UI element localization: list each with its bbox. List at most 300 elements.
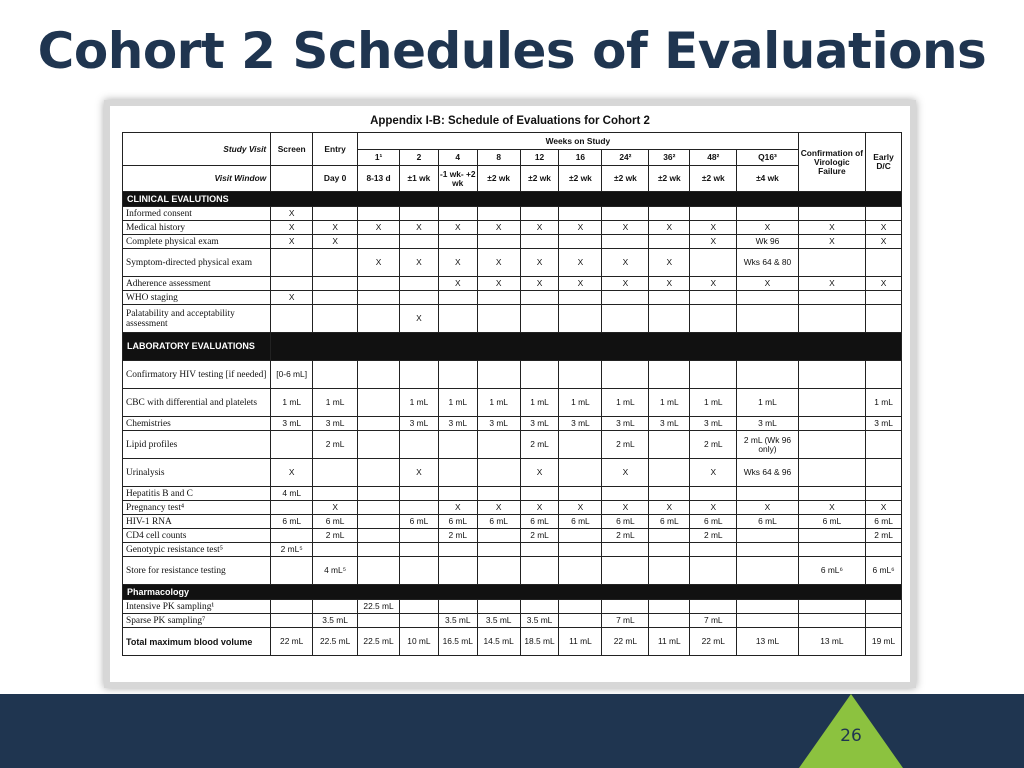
- table-cell: X: [400, 305, 439, 333]
- table-cell: [798, 459, 865, 487]
- table-cell: 1 mL: [866, 389, 902, 417]
- table-cell: X: [520, 459, 559, 487]
- table-cell: [649, 614, 690, 628]
- table-cell: [358, 501, 400, 515]
- row-label: WHO staging: [123, 291, 271, 305]
- table-cell: 2 mL: [520, 431, 559, 459]
- table-cell: [438, 487, 477, 501]
- table-cell: [400, 207, 439, 221]
- table-cell: 4 mL⁵: [313, 557, 358, 585]
- table-cell: [438, 207, 477, 221]
- table-cell: Wk 96: [737, 235, 798, 249]
- table-cell: X: [438, 221, 477, 235]
- table-cell: [358, 487, 400, 501]
- table-cell: 6 mL: [477, 515, 520, 529]
- table-cell: [0-6 mL]: [271, 361, 313, 389]
- table-cell: X: [520, 277, 559, 291]
- table-cell: [559, 557, 602, 585]
- appendix-title: Appendix I-B: Schedule of Evaluations for Cohort 2: [370, 115, 650, 127]
- table-cell: [313, 487, 358, 501]
- table-cell: [559, 305, 602, 333]
- table-row: [123, 235, 902, 249]
- table-cell: [602, 305, 649, 333]
- table-cell: X: [690, 235, 737, 249]
- table-cell: [866, 305, 902, 333]
- table-row: [123, 501, 902, 515]
- row-label: Pregnancy test⁴: [123, 501, 271, 515]
- table-cell: [866, 361, 902, 389]
- table-row: [123, 543, 902, 557]
- table-cell: X: [690, 501, 737, 515]
- table-cell: [737, 305, 798, 333]
- table-row: [123, 291, 902, 305]
- table-cell: X: [313, 235, 358, 249]
- table-cell: [737, 361, 798, 389]
- table-cell: 3 mL: [313, 417, 358, 431]
- table-cell: [477, 487, 520, 501]
- row-label: Intensive PK sampling¹: [123, 600, 271, 614]
- row-label: Hepatitis B and C: [123, 487, 271, 501]
- table-cell: [271, 305, 313, 333]
- row-label: Genotypic resistance test⁵: [123, 543, 271, 557]
- table-cell: [737, 600, 798, 614]
- row-label: Adherence assessment: [123, 277, 271, 291]
- table-cell: [477, 305, 520, 333]
- table-cell: [690, 361, 737, 389]
- table-cell: [400, 431, 439, 459]
- table-cell: 6 mL: [866, 515, 902, 529]
- total-label: Total maximum blood volume: [123, 628, 271, 656]
- table-cell: 3 mL: [866, 417, 902, 431]
- table-cell: [438, 600, 477, 614]
- table-cell: X: [559, 277, 602, 291]
- table-cell: Wks 64 & 80: [737, 249, 798, 277]
- table-cell: [690, 249, 737, 277]
- table-cell: 2 mL: [690, 529, 737, 543]
- table-cell: [271, 614, 313, 628]
- table-cell: [559, 543, 602, 557]
- table-cell: Wks 64 & 96: [737, 459, 798, 487]
- table-cell: X: [798, 277, 865, 291]
- table-cell: [358, 389, 400, 417]
- table-cell: [358, 614, 400, 628]
- table-cell: X: [477, 249, 520, 277]
- table-cell: [690, 305, 737, 333]
- section-row: [123, 585, 902, 600]
- table-cell: [649, 305, 690, 333]
- table-cell: 3 mL: [438, 417, 477, 431]
- table-cell: [690, 291, 737, 305]
- schedule-table: [122, 132, 902, 656]
- entry-header: Entry: [313, 133, 358, 166]
- table-cell: 2 mL: [866, 529, 902, 543]
- table-cell: [649, 235, 690, 249]
- total-cell: 11 mL: [559, 628, 602, 656]
- table-cell: [520, 305, 559, 333]
- section-title: Pharmacology: [123, 585, 902, 600]
- table-cell: [559, 459, 602, 487]
- table-cell: [400, 361, 439, 389]
- visit-window-cell: ±2 wk: [477, 166, 520, 192]
- visit-window-cell: ±2 wk: [520, 166, 559, 192]
- table-cell: [559, 361, 602, 389]
- table-cell: [798, 249, 865, 277]
- table-cell: [559, 207, 602, 221]
- table-cell: [559, 431, 602, 459]
- table-cell: [737, 543, 798, 557]
- total-cell: 14.5 mL: [477, 628, 520, 656]
- row-label: Sparse PK sampling⁷: [123, 614, 271, 628]
- table-cell: [400, 291, 439, 305]
- row-label: Symptom-directed physical exam: [123, 249, 271, 277]
- table-cell: [798, 543, 865, 557]
- table-cell: [438, 543, 477, 557]
- table-cell: [649, 600, 690, 614]
- total-cell: 11 mL: [649, 628, 690, 656]
- table-cell: 2 mL: [313, 529, 358, 543]
- table-cell: X: [520, 501, 559, 515]
- total-cell: 22 mL: [271, 628, 313, 656]
- table-cell: [798, 305, 865, 333]
- row-label: Confirmatory HIV testing [if needed]: [123, 361, 271, 389]
- table-cell: 3.5 mL: [520, 614, 559, 628]
- table-cell: [477, 543, 520, 557]
- visit-window-cell: -1 wk- +2 wk: [438, 166, 477, 192]
- table-cell: [559, 614, 602, 628]
- table-cell: 6 mL: [649, 515, 690, 529]
- table-cell: X: [358, 221, 400, 235]
- table-cell: [559, 529, 602, 543]
- row-label: Store for resistance testing: [123, 557, 271, 585]
- table-cell: [866, 487, 902, 501]
- table-cell: X: [438, 501, 477, 515]
- row-label: Chemistries: [123, 417, 271, 431]
- table-cell: [438, 235, 477, 249]
- table-cell: [798, 389, 865, 417]
- table-cell: X: [602, 501, 649, 515]
- table-cell: [400, 235, 439, 249]
- table-cell: [866, 600, 902, 614]
- week-header: 12: [520, 150, 559, 166]
- table-cell: X: [271, 291, 313, 305]
- table-cell: X: [520, 221, 559, 235]
- table-cell: 1 mL: [737, 389, 798, 417]
- table-cell: [477, 361, 520, 389]
- table-row: [123, 277, 902, 291]
- table-cell: [358, 235, 400, 249]
- table-row: [123, 389, 902, 417]
- table-cell: 6 mL⁶: [798, 557, 865, 585]
- table-cell: X: [602, 249, 649, 277]
- week-header: 8: [477, 150, 520, 166]
- table-row: [123, 487, 902, 501]
- table-cell: [559, 235, 602, 249]
- week-header: 24²: [602, 150, 649, 166]
- table-cell: [602, 543, 649, 557]
- table-cell: 22.5 mL: [358, 600, 400, 614]
- visit-window-cell: ±4 wk: [737, 166, 798, 192]
- table-cell: [313, 459, 358, 487]
- table-cell: X: [649, 249, 690, 277]
- table-cell: X: [866, 501, 902, 515]
- table-cell: X: [737, 501, 798, 515]
- table-cell: X: [737, 221, 798, 235]
- table-cell: 2 mL: [520, 529, 559, 543]
- week-header: Q16³: [737, 150, 798, 166]
- table-cell: X: [737, 277, 798, 291]
- total-cell: 16.5 mL: [438, 628, 477, 656]
- table-cell: X: [400, 249, 439, 277]
- table-cell: [313, 305, 358, 333]
- table-cell: 1 mL: [438, 389, 477, 417]
- table-cell: 2 mL (Wk 96 only): [737, 431, 798, 459]
- schedule-document: [104, 100, 916, 688]
- table-cell: [649, 543, 690, 557]
- week-header: 36²: [649, 150, 690, 166]
- table-cell: [559, 487, 602, 501]
- table-cell: 6 mL⁶: [866, 557, 902, 585]
- table-cell: [798, 417, 865, 431]
- table-row: [123, 614, 902, 628]
- row-label: Informed consent: [123, 207, 271, 221]
- table-cell: [649, 557, 690, 585]
- table-cell: [477, 235, 520, 249]
- row-label: Palatability and acceptability assessment: [123, 305, 271, 333]
- table-cell: [602, 235, 649, 249]
- table-cell: [400, 543, 439, 557]
- table-cell: [866, 207, 902, 221]
- table-cell: 2 mL: [690, 431, 737, 459]
- row-label: Lipid profiles: [123, 431, 271, 459]
- total-cell: 13 mL: [798, 628, 865, 656]
- table-cell: [798, 361, 865, 389]
- table-cell: 1 mL: [559, 389, 602, 417]
- week-header: 1¹: [358, 150, 400, 166]
- table-cell: [477, 600, 520, 614]
- table-cell: X: [358, 249, 400, 277]
- table-cell: [690, 543, 737, 557]
- table-cell: [737, 207, 798, 221]
- table-cell: X: [438, 277, 477, 291]
- table-cell: X: [559, 501, 602, 515]
- table-cell: [737, 487, 798, 501]
- table-row: [123, 221, 902, 235]
- table-cell: [358, 557, 400, 585]
- table-cell: [602, 291, 649, 305]
- total-cell: 13 mL: [737, 628, 798, 656]
- table-cell: [690, 487, 737, 501]
- table-cell: [438, 305, 477, 333]
- table-row: [123, 459, 902, 487]
- visit-window-cell: [271, 166, 313, 192]
- table-cell: X: [313, 221, 358, 235]
- table-cell: X: [271, 459, 313, 487]
- total-cell: 10 mL: [400, 628, 439, 656]
- week-header: 2: [400, 150, 439, 166]
- table-cell: X: [866, 235, 902, 249]
- table-cell: [313, 543, 358, 557]
- table-cell: 3 mL: [559, 417, 602, 431]
- table-cell: [866, 459, 902, 487]
- table-cell: X: [438, 249, 477, 277]
- table-cell: X: [649, 221, 690, 235]
- table-cell: [602, 487, 649, 501]
- table-cell: 3.5 mL: [477, 614, 520, 628]
- table-cell: [358, 361, 400, 389]
- table-cell: [477, 431, 520, 459]
- table-cell: 6 mL: [520, 515, 559, 529]
- table-cell: [602, 207, 649, 221]
- table-cell: [737, 291, 798, 305]
- table-cell: [400, 529, 439, 543]
- table-cell: [358, 431, 400, 459]
- table-cell: 3 mL: [737, 417, 798, 431]
- table-cell: X: [400, 221, 439, 235]
- table-cell: 3 mL: [690, 417, 737, 431]
- table-row: [123, 361, 902, 389]
- row-label: HIV-1 RNA: [123, 515, 271, 529]
- table-cell: [798, 614, 865, 628]
- table-cell: [358, 207, 400, 221]
- screen-header: Screen: [271, 133, 313, 166]
- table-cell: 2 mL⁵: [271, 543, 313, 557]
- table-cell: [737, 529, 798, 543]
- table-cell: X: [866, 277, 902, 291]
- table-cell: [602, 557, 649, 585]
- table-cell: [737, 614, 798, 628]
- table-cell: [438, 557, 477, 585]
- table-cell: 1 mL: [477, 389, 520, 417]
- table-cell: [798, 207, 865, 221]
- table-cell: [520, 207, 559, 221]
- table-cell: 7 mL: [690, 614, 737, 628]
- table-row: [123, 207, 902, 221]
- table-cell: [649, 529, 690, 543]
- table-cell: [313, 249, 358, 277]
- table-cell: [520, 557, 559, 585]
- section-row: [123, 192, 902, 207]
- study-visit-header: Study Visit: [123, 133, 271, 166]
- table-cell: [400, 600, 439, 614]
- table-cell: 6 mL: [798, 515, 865, 529]
- table-cell: X: [271, 221, 313, 235]
- confirmation-header: Confirmation of Virologic Failure: [798, 133, 865, 192]
- visit-window-cell: Day 0: [313, 166, 358, 192]
- table-cell: [358, 277, 400, 291]
- weeks-on-study-header: Weeks on Study: [358, 133, 799, 150]
- visit-window-cell: ±2 wk: [649, 166, 690, 192]
- table-cell: 6 mL: [313, 515, 358, 529]
- table-cell: [358, 543, 400, 557]
- table-cell: X: [649, 277, 690, 291]
- table-cell: [358, 291, 400, 305]
- table-cell: [358, 417, 400, 431]
- table-cell: 6 mL: [438, 515, 477, 529]
- table-cell: 1 mL: [602, 389, 649, 417]
- table-cell: [649, 207, 690, 221]
- table-cell: 6 mL: [690, 515, 737, 529]
- table-cell: [271, 431, 313, 459]
- section-title: LABORATORY EVALUATIONS: [123, 333, 271, 361]
- table-cell: 1 mL: [649, 389, 690, 417]
- table-cell: 1 mL: [313, 389, 358, 417]
- table-cell: [649, 459, 690, 487]
- table-cell: [798, 431, 865, 459]
- table-cell: X: [602, 221, 649, 235]
- row-label: Urinalysis: [123, 459, 271, 487]
- table-cell: X: [477, 501, 520, 515]
- table-cell: 3 mL: [271, 417, 313, 431]
- table-row: [123, 417, 902, 431]
- table-cell: [438, 459, 477, 487]
- total-cell: 22 mL: [602, 628, 649, 656]
- row-label: CD4 cell counts: [123, 529, 271, 543]
- table-cell: [271, 501, 313, 515]
- table-cell: [400, 557, 439, 585]
- total-row: [123, 628, 902, 656]
- table-cell: [559, 600, 602, 614]
- table-cell: 1 mL: [271, 389, 313, 417]
- table-cell: X: [400, 459, 439, 487]
- table-cell: [400, 501, 439, 515]
- table-cell: [438, 291, 477, 305]
- week-header: 4: [438, 150, 477, 166]
- table-cell: [649, 291, 690, 305]
- table-row: [123, 305, 902, 333]
- table-cell: 1 mL: [400, 389, 439, 417]
- table-cell: [271, 249, 313, 277]
- table-cell: [866, 431, 902, 459]
- table-cell: [866, 291, 902, 305]
- visit-window-cell: ±2 wk: [559, 166, 602, 192]
- page-number: 26: [840, 726, 862, 746]
- table-cell: [438, 361, 477, 389]
- total-cell: 22 mL: [690, 628, 737, 656]
- table-cell: [866, 249, 902, 277]
- table-cell: [649, 431, 690, 459]
- table-cell: 6 mL: [400, 515, 439, 529]
- table-cell: [358, 515, 400, 529]
- table-cell: [520, 487, 559, 501]
- table-cell: [313, 277, 358, 291]
- table-cell: 3 mL: [477, 417, 520, 431]
- early-dc-header: Early D/C: [866, 133, 902, 192]
- table-row: [123, 249, 902, 277]
- table-row: [123, 557, 902, 585]
- section-filler: [271, 333, 902, 361]
- table-cell: 3 mL: [400, 417, 439, 431]
- table-cell: [737, 557, 798, 585]
- table-cell: [798, 529, 865, 543]
- table-cell: 7 mL: [602, 614, 649, 628]
- table-cell: 6 mL: [602, 515, 649, 529]
- table-cell: [649, 487, 690, 501]
- row-label: CBC with differential and platelets: [123, 389, 271, 417]
- visit-window-cell: ±2 wk: [690, 166, 737, 192]
- table-cell: X: [271, 207, 313, 221]
- table-cell: X: [477, 221, 520, 235]
- table-cell: X: [602, 459, 649, 487]
- table-cell: X: [313, 501, 358, 515]
- table-cell: X: [649, 501, 690, 515]
- table-cell: [798, 600, 865, 614]
- table-row: [123, 431, 902, 459]
- table-cell: [520, 543, 559, 557]
- table-cell: [477, 291, 520, 305]
- table-cell: [313, 291, 358, 305]
- table-cell: [477, 459, 520, 487]
- table-cell: [649, 361, 690, 389]
